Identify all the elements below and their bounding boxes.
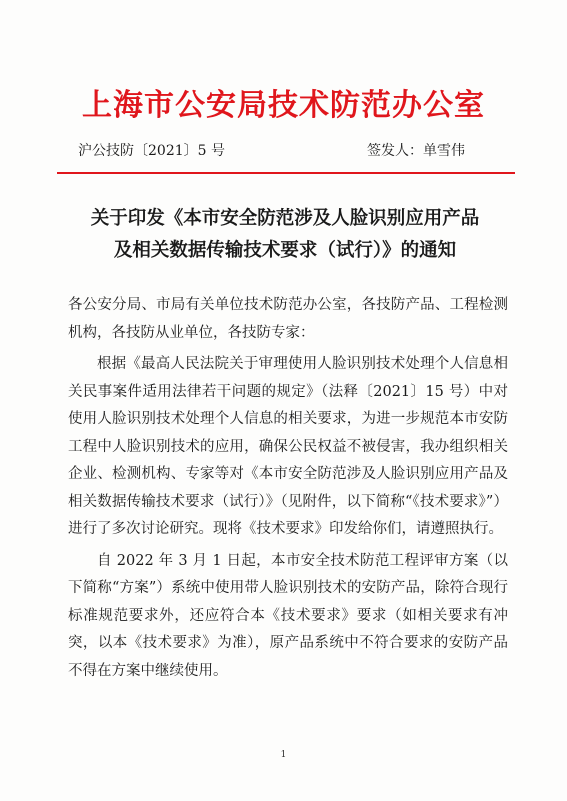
body-paragraph-2: 自 2022 年 3 月 1 日起，本市安全技术防范工程评审方案（以下简称“方案”）系统中使用带人脸识别技术的安防产品，除符合现行标准规范要求外，还应符合本《技术要求》要求（如相关要求有冲突，以本《技术要求》为准），原产品系统中不符合要求的安防产品不得在方案中继续使用。 (68, 552, 508, 679)
document-title-line-2: 及相关数据传输技术要求（试行）》的通知 (113, 240, 457, 261)
document-number: 沪公技防〔2021〕5 号 (78, 143, 225, 159)
red-header-divider (57, 172, 515, 174)
body-paragraph-1: 根据《最高人民法院关于审理使用人脸识别技术处理个人信息相关民事案件适用法律若干问题的规定》（法释〔2021〕15 号）中对使用人脸识别技术处理个人信息的相关要求，为进一步规范本市安防工程中人脸识别技术的应用，确保公民权益不被侵害，我办组织相关企业、检测机构、专家等对《本市安全防范涉及人脸识别应用产品及相关数据传输技术要求（试行）》（见附件，以下简称“《技术要求》”）进行了多次讨论研究。现将《技术要求》印发给你们，请遵照执行。 (68, 356, 508, 537)
page-number: 1 (280, 750, 287, 760)
signer-label: 签发人：单雪伟 (367, 143, 465, 159)
addressees: 各公安分局、市局有关单位技术防范办公室，各技防产品、工程检测机构，各技防从业单位，各技防专家： (68, 297, 508, 341)
document-title-line-1: 关于印发《本市安全防范涉及人脸识别应用产品 (90, 208, 480, 229)
issuing-organization: 上海市公安局技术防范办公室 (82, 88, 485, 123)
document-body (68, 292, 508, 689)
document-title (60, 203, 510, 267)
